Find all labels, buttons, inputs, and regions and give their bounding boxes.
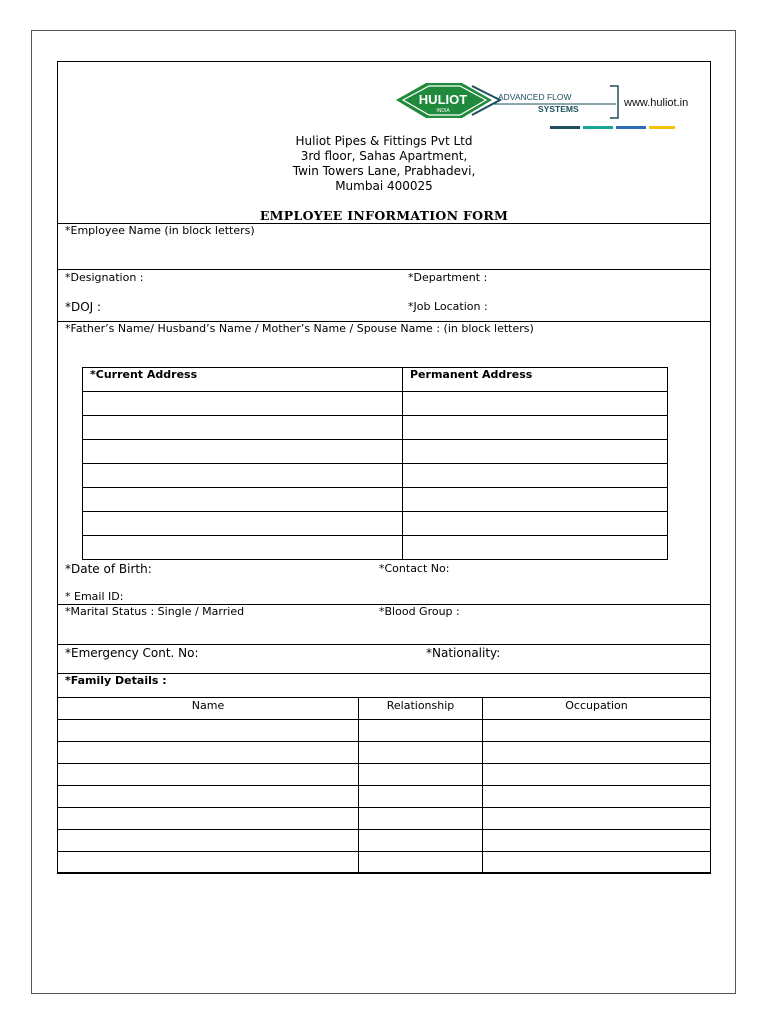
family-row: [58, 720, 711, 742]
permanent-address-cell[interactable]: [403, 512, 668, 536]
family-occupation-cell[interactable]: [483, 742, 711, 764]
dob-label: *Date of Birth:: [65, 562, 152, 576]
family-occupation-header: Occupation: [483, 698, 711, 720]
address-table-header: [83, 368, 668, 392]
family-relationship-cell[interactable]: [359, 786, 483, 808]
permanent-address-cell[interactable]: [403, 392, 668, 416]
current-address-cell[interactable]: [83, 464, 403, 488]
huliot-logo: [388, 80, 698, 132]
logo-stripe-blue: [616, 126, 646, 129]
address-row: [83, 512, 668, 536]
family-occupation-cell[interactable]: [483, 808, 711, 830]
contact-no-label: *Contact No:: [379, 562, 450, 575]
email-id-label: * Email ID:: [65, 590, 124, 603]
logo-tagline-2: SYSTEMS: [538, 104, 579, 114]
family-occupation-cell[interactable]: [483, 720, 711, 742]
family-row: [58, 786, 711, 808]
family-relationship-cell[interactable]: [359, 720, 483, 742]
designation-label: *Designation :: [65, 271, 144, 284]
current-address-cell[interactable]: [83, 512, 403, 536]
family-details-label: *Family Details :: [65, 674, 167, 687]
family-row: [58, 830, 711, 852]
department-label: *Department :: [408, 271, 488, 284]
permanent-address-cell[interactable]: [403, 536, 668, 560]
family-relationship-cell[interactable]: [359, 764, 483, 786]
family-relationship-header: Relationship: [359, 698, 483, 720]
address-table: [82, 367, 668, 560]
current-address-header: *Current Address: [83, 368, 403, 392]
form-title: EMPLOYEE INFORMATION FORM: [259, 208, 509, 223]
current-address-cell[interactable]: [83, 536, 403, 560]
family-relationship-cell[interactable]: [359, 852, 483, 874]
family-name-cell[interactable]: [58, 742, 359, 764]
family-name-cell[interactable]: [58, 852, 359, 874]
family-row: [58, 742, 711, 764]
logo-sub-text: INDIA: [436, 108, 450, 114]
divider: [57, 644, 711, 645]
marital-status-label: *Marital Status : Single / Married: [65, 605, 245, 618]
logo-tagline-1: ADVANCED FLOW: [498, 92, 572, 102]
address-row: [83, 488, 668, 512]
logo-website: www.huliot.in: [624, 97, 689, 109]
blood-group-label: *Blood Group :: [379, 605, 460, 618]
logo-brand-text: HULIOT: [418, 92, 468, 107]
address-row: [83, 392, 668, 416]
permanent-address-cell[interactable]: [403, 440, 668, 464]
permanent-address-cell[interactable]: [403, 488, 668, 512]
family-name-cell[interactable]: [58, 764, 359, 786]
family-details-table: [57, 697, 711, 874]
family-row: [58, 852, 711, 874]
family-occupation-cell[interactable]: [483, 830, 711, 852]
family-name-cell[interactable]: [58, 786, 359, 808]
family-occupation-cell[interactable]: [483, 764, 711, 786]
current-address-cell[interactable]: [83, 416, 403, 440]
family-name-cell[interactable]: [58, 830, 359, 852]
parent-spouse-name-label: *Father’s Name/ Husband’s Name / Mother’s Name / Spouse Name : (in block letters): [65, 322, 534, 335]
nationality-label: *Nationality:: [426, 646, 501, 660]
permanent-address-cell[interactable]: [403, 464, 668, 488]
emergency-contact-label: *Emergency Cont. No:: [65, 646, 199, 660]
logo-stripe-yellow: [649, 126, 675, 129]
company-name: Huliot Pipes & Fittings Pvt Ltd: [295, 134, 473, 148]
family-relationship-cell[interactable]: [359, 830, 483, 852]
address-row: [83, 416, 668, 440]
family-name-cell[interactable]: [58, 720, 359, 742]
family-name-header: Name: [58, 698, 359, 720]
family-row: [58, 808, 711, 830]
family-table-header: [58, 698, 711, 720]
family-name-cell[interactable]: [58, 808, 359, 830]
address-row: [83, 464, 668, 488]
company-address-line-3: Mumbai 400025: [335, 179, 433, 193]
family-relationship-cell[interactable]: [359, 742, 483, 764]
employee-name-label: *Employee Name (in block letters): [65, 224, 255, 237]
logo-stripe-dark: [550, 126, 580, 129]
current-address-cell[interactable]: [83, 392, 403, 416]
logo-stripe-teal: [583, 126, 613, 129]
company-address-line-2: Twin Towers Lane, Prabhadevi,: [292, 164, 476, 178]
family-occupation-cell[interactable]: [483, 852, 711, 874]
family-relationship-cell[interactable]: [359, 808, 483, 830]
divider: [57, 269, 711, 270]
permanent-address-cell[interactable]: [403, 416, 668, 440]
job-location-label: *Job Location :: [408, 300, 488, 313]
address-row: [83, 440, 668, 464]
family-row: [58, 764, 711, 786]
address-row: [83, 536, 668, 560]
current-address-cell[interactable]: [83, 440, 403, 464]
family-occupation-cell[interactable]: [483, 786, 711, 808]
permanent-address-header: Permanent Address: [403, 368, 668, 392]
current-address-cell[interactable]: [83, 488, 403, 512]
company-address-line-1: 3rd floor, Sahas Apartment,: [300, 149, 468, 163]
doj-label: *DOJ :: [65, 300, 102, 314]
